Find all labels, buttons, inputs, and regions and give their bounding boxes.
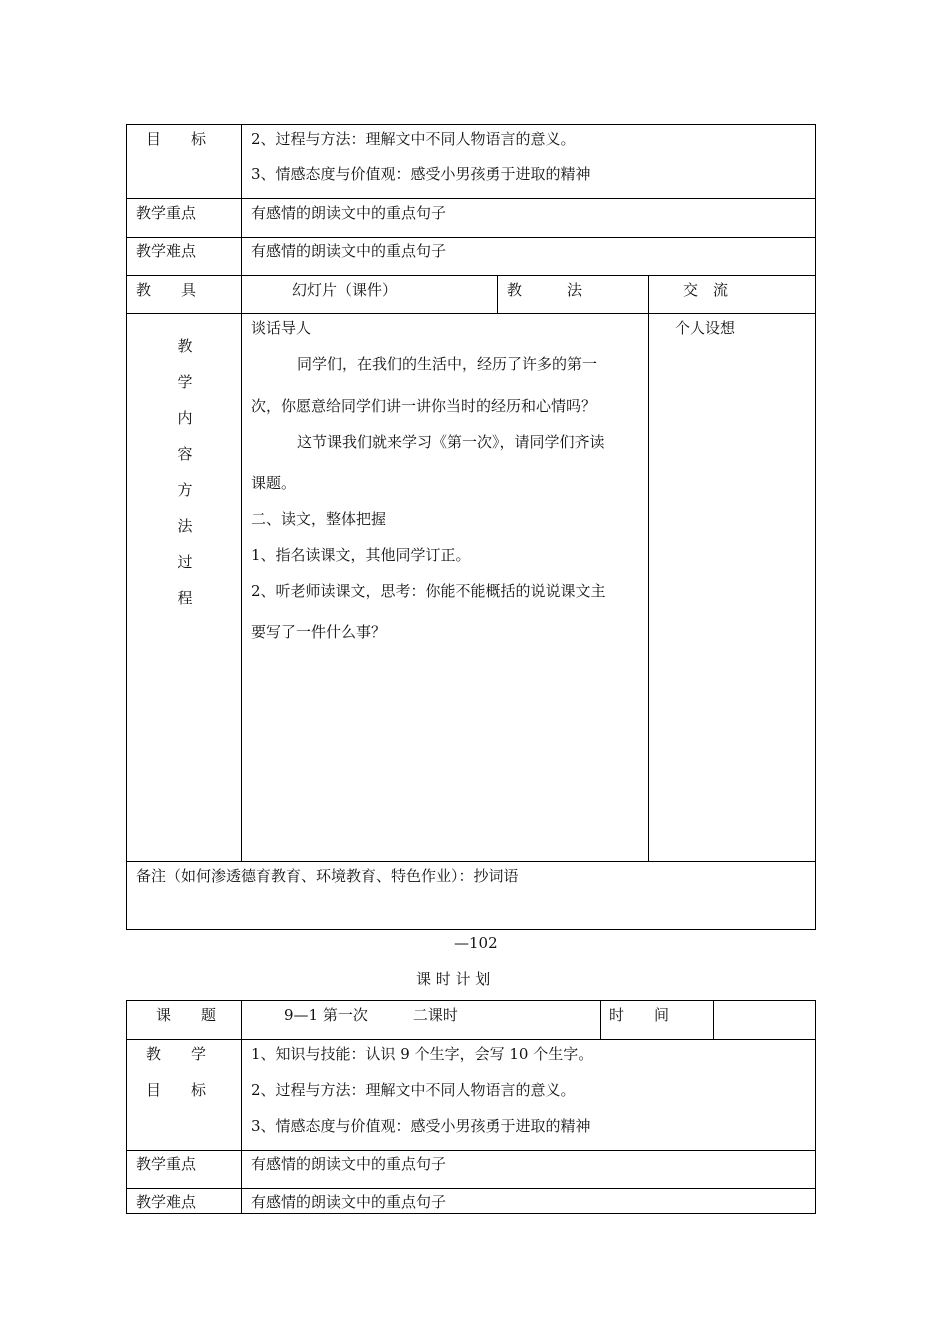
table-border [126,1000,127,1214]
process-label-char: 方 [177,481,193,499]
goal-attitude-values: 3、情感态度与价值观：感受小男孩勇于进取的精神 [251,1117,591,1135]
table-border [713,1000,714,1040]
table-border [241,1000,242,1214]
difficulty-value: 有感情的朗读文中的重点句子 [251,1193,447,1211]
process-label-char: 程 [177,589,193,607]
personal-notes-label: 个人设想 [675,319,736,337]
difficulty-label: 教学难点 [136,1193,197,1211]
process-line: 2、听老师读课文，思考：你能不能概括的说说课文主 [251,582,606,600]
method-label: 教 法 [507,281,583,299]
goal-process-method: 2、过程与方法：理解文中不同人物语言的意义。 [251,130,576,148]
table-border [126,1188,816,1189]
table-border [126,237,816,238]
process-label-char: 内 [177,409,193,427]
key-point-label: 教学重点 [136,1155,197,1173]
goal-knowledge-skills: 1、知识与技能：认识 9 个生字，会写 10 个生字。 [251,1045,594,1063]
table-border [126,929,816,930]
table-border [241,124,242,862]
key-point-label: 教学重点 [136,204,197,222]
process-label-char: 容 [177,445,193,463]
section-title: 课 时 计 划 [416,970,491,988]
table-border [126,1150,816,1151]
remarks: 备注（如何渗透德育教育、环境教育、特色作业）：抄词语 [136,867,519,885]
process-label [175,335,195,615]
goals-label-line1: 教 学 [146,1045,207,1063]
time-label: 时 间 [609,1006,670,1024]
difficulty-label: 教学难点 [136,242,197,260]
process-label-char: 法 [177,517,193,535]
process-label-char: 教 [177,337,193,355]
process-label-char: 学 [177,373,193,391]
table-border [126,124,127,930]
page-number: —102 [454,934,498,952]
goals-label: 目 标 [146,130,207,148]
difficulty-value: 有感情的朗读文中的重点句子 [251,242,447,260]
table-border [126,124,816,125]
process-line: 二、读文，整体把握 [251,510,387,528]
tools-label: 教 具 [136,281,197,299]
table-border [648,275,649,862]
process-line: 这节课我们就来学习《第一次》，请同学们齐读 [297,433,605,451]
table-border [126,1213,816,1214]
process-line: 要写了一件什么事？ [251,623,387,641]
goal-attitude-values: 3、情感态度与价值观：感受小男孩勇于进取的精神 [251,165,591,183]
topic-value: 9—1 第一次 二课时 [284,1006,458,1024]
topic-label: 课 题 [156,1006,217,1024]
key-point-value: 有感情的朗读文中的重点句子 [251,204,447,222]
table-border [126,861,816,862]
process-line: 课题。 [251,474,297,492]
goal-process-method: 2、过程与方法：理解文中不同人物语言的意义。 [251,1081,576,1099]
table-border [497,275,498,314]
process-line: 同学们，在我们的生活中，经历了许多的第一 [297,355,598,373]
process-line: 次，你愿意给同学们讲一讲你当时的经历和心情吗？ [251,397,597,415]
process-line: 1、指名读课文，其他同学订正。 [251,546,471,564]
goals-label-line2: 目 标 [146,1081,207,1099]
table-border [126,198,816,199]
process-label-char: 过 [177,553,193,571]
method-value: 交 流 [683,281,729,299]
key-point-value: 有感情的朗读文中的重点句子 [251,1155,447,1173]
table-border [600,1000,601,1040]
table-border [126,275,816,276]
tools-value: 幻灯片（课件） [292,281,398,299]
table-border [815,1000,816,1214]
table-border [126,313,816,314]
table-border [815,124,816,930]
process-line: 谈话导人 [251,319,312,337]
